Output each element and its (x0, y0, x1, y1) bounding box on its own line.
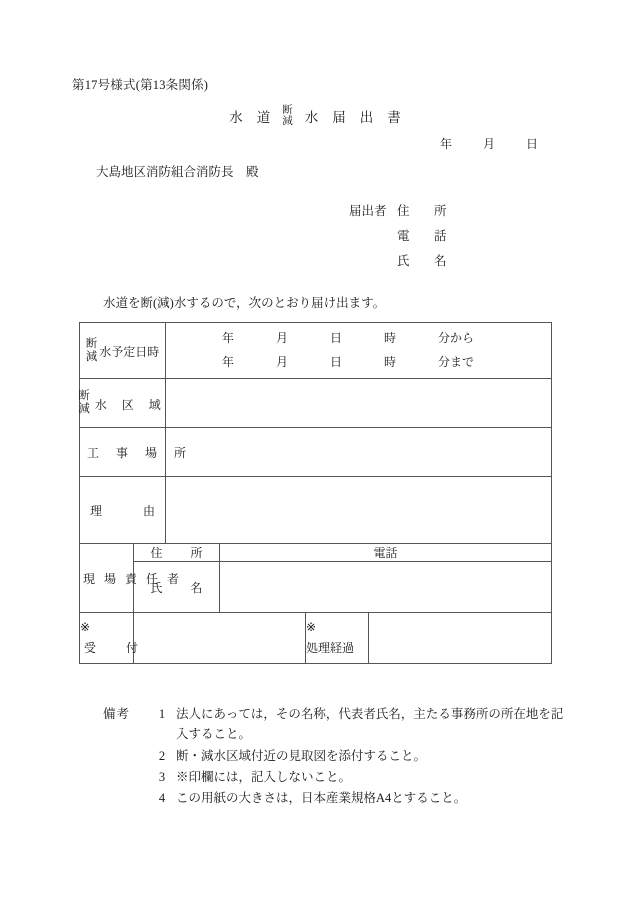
value-area[interactable] (166, 379, 552, 428)
remarks-heading: 備考 (103, 707, 131, 721)
to-minute-label: 分まで (438, 354, 475, 369)
to-hour-label: 時 (384, 354, 397, 369)
submitter-address-row (349, 201, 453, 226)
remark-text-3: ※印欄には，記入しないこと。 (176, 769, 352, 784)
from-day-label: 日 (330, 331, 343, 346)
table-row-datetime (80, 323, 552, 379)
stacked-lower-datetime: 減 (85, 350, 98, 363)
table-row-site (80, 428, 552, 477)
datetime-line-from (166, 327, 551, 350)
submitter-name-label: 氏 名 (397, 254, 453, 268)
date-year-label: 年 (440, 137, 453, 151)
addressee: 大島地区消防組合消防長 殿 (96, 165, 259, 179)
remark-text-1: 法人にあっては，その名称，代表者氏名，主たる事務所の所在地を記入すること。 (176, 707, 564, 742)
page-title (0, 102, 630, 128)
submitter-tel-label: 電 話 (397, 229, 453, 243)
to-month-label: 月 (276, 354, 289, 369)
title-char-6: 書 (387, 109, 401, 125)
submitter-name-row (349, 251, 453, 276)
stack-label-datetime (80, 338, 165, 364)
label-datetime (80, 323, 166, 379)
title-char-1: 水 (229, 109, 243, 125)
from-year-label: 年 (222, 331, 235, 346)
remark-text-2: 断・減水区域付近の見取図を添付すること。 (176, 748, 427, 763)
label-reason-first: 理 (90, 503, 103, 518)
submitter-tel-row (349, 226, 453, 251)
statement-text: 水道を断(減)水するので，次のとおり届け出ます。 (103, 296, 386, 310)
to-year-label: 年 (222, 354, 235, 369)
stacked-chars-datetime (86, 338, 98, 364)
remark-number-3: 3 (158, 769, 166, 784)
title-stacked-upper: 断 (282, 105, 293, 116)
label-reason-last: 由 (143, 503, 156, 518)
manager-tel-label: 電話 (373, 546, 398, 560)
table-row-manager-name (80, 562, 552, 613)
stacked-upper-datetime: 断 (85, 337, 98, 350)
from-month-label: 月 (276, 331, 289, 346)
label-manager: 現 場 責 任 者 (80, 544, 134, 613)
table-row-area (80, 379, 552, 428)
stacked-upper-area: 断 (78, 390, 90, 403)
datetime-line-to (166, 351, 551, 374)
label-tail-area: 水 区 域 (94, 397, 167, 412)
receipt-kome-icon: ※ (80, 620, 91, 634)
list-item (103, 704, 573, 745)
title-char-5: 出 (359, 109, 374, 125)
value-manager-name[interactable] (220, 562, 552, 613)
remarks-list (103, 704, 573, 808)
title-stacked-dan-gen (282, 105, 293, 127)
submitter-address-label: 住 所 (397, 204, 453, 218)
submitter-block (349, 201, 453, 276)
process-kome-icon: ※ (306, 620, 317, 634)
stacked-chars-area (78, 390, 90, 416)
table-row-reason (80, 477, 552, 544)
label-reason-inner (80, 502, 165, 519)
label-area (80, 379, 166, 428)
title-char-3: 水 (304, 109, 319, 125)
remark-text-4: この用紙の大きさは，日本産業規格A4とすること。 (176, 791, 467, 805)
remark-number-4: 4 (158, 791, 166, 805)
form-table (79, 322, 552, 664)
form-number: 第17号様式(第13条関係) (72, 78, 209, 92)
value-datetime[interactable] (166, 323, 552, 379)
date-line (440, 135, 538, 152)
label-process (306, 613, 369, 664)
submitter-tag: 届出者 (349, 204, 387, 218)
label-receipt (80, 613, 148, 664)
title-stacked-lower: 減 (282, 116, 293, 128)
list-item (103, 746, 573, 766)
receipt-label-text: 受 付 (84, 641, 148, 655)
label-reason (80, 477, 166, 544)
from-minute-label: 分から (438, 331, 475, 346)
process-label-text: 処理経過 (306, 641, 355, 655)
value-reason[interactable] (166, 477, 552, 544)
title-char-4: 届 (332, 109, 346, 125)
table-row-manager-address (80, 544, 552, 562)
list-item (103, 788, 573, 808)
label-manager-address: 住 所 (134, 544, 220, 562)
stacked-lower-area: 減 (78, 403, 90, 415)
value-manager-address[interactable] (220, 544, 552, 562)
value-process[interactable] (369, 613, 552, 664)
remark-number-2: 2 (158, 748, 166, 763)
list-item (103, 767, 573, 787)
date-month-label: 月 (483, 137, 496, 151)
stack-label-area (80, 390, 165, 416)
date-day-label: 日 (526, 137, 539, 151)
label-manager-name: 氏 名 (134, 562, 220, 613)
value-receipt[interactable] (134, 613, 306, 664)
from-hour-label: 時 (384, 331, 397, 346)
to-day-label: 日 (330, 354, 343, 369)
remark-number-1: 1 (158, 707, 166, 721)
table-row-official-use (80, 613, 552, 664)
label-site: 工 事 場 所 (80, 428, 166, 477)
title-char-2: 道 (256, 109, 271, 125)
remarks-section (103, 704, 573, 809)
label-tail-datetime: 水予定日時 (99, 345, 160, 359)
value-site[interactable] (166, 428, 552, 477)
